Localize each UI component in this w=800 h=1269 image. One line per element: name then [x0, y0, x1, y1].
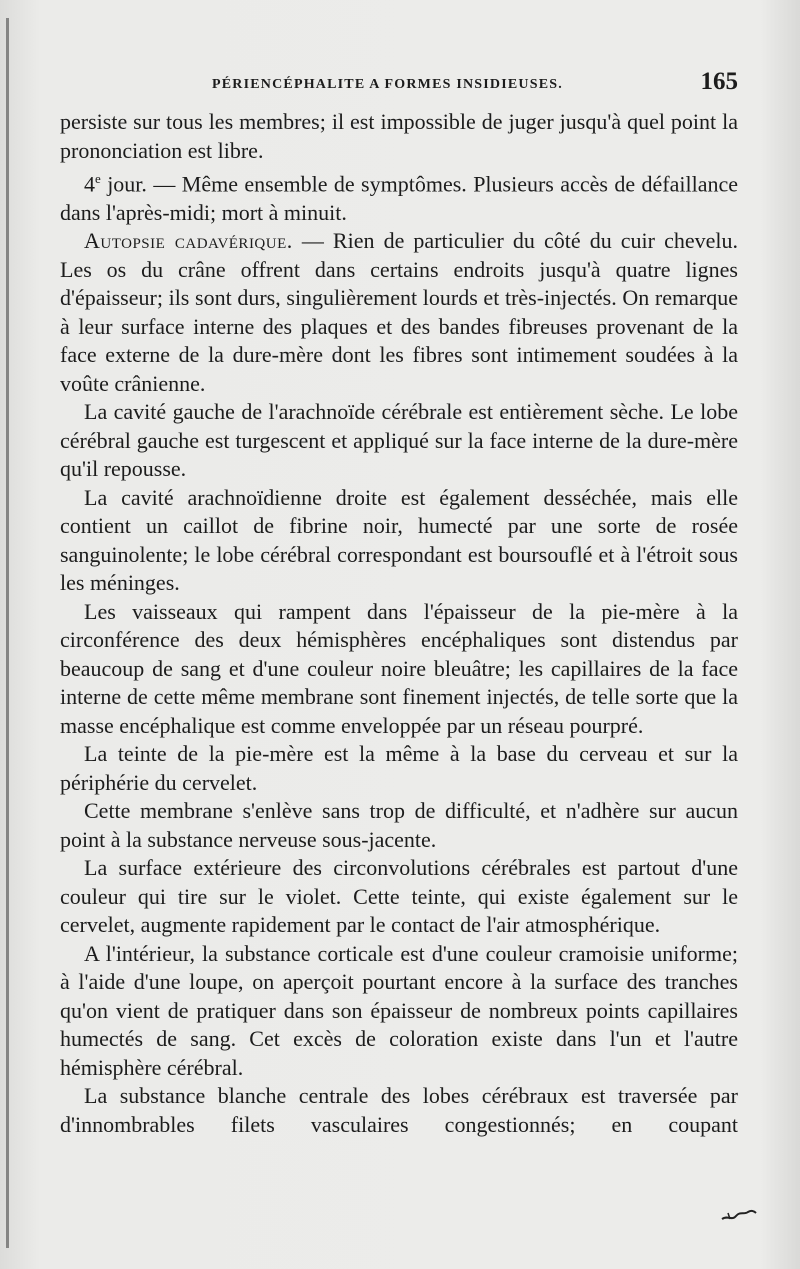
paragraph-1: persiste sur tous les membres; il est impossible de juger jusqu'à quel point la prononciation est libre.	[60, 109, 738, 163]
paragraph-6: Les vaisseaux qui rampent dans l'épaisseur de la pie-mère à la circonférence des deux hémisphères encéphaliques sont distendus par beaucoup de sang et d'une couleur noire bleuâtre; les capillaires de la face interne de cette même membrane sont finement injectés, de telle sorte que la masse encéphalique est comme enveloppée par un réseau pourpré.	[60, 598, 738, 738]
paragraph-4: La cavité gauche de l'arachnoïde cérébrale est entièrement sèche. Le lobe cérébral gauche est turgescent et appliqué sur la face interne de la dure-mère qu'il repousse.	[60, 399, 738, 482]
autopsy-heading: Autopsie cadavérique.	[84, 228, 293, 254]
paragraph-7: La teinte de la pie-mère est la même à la base du cerveau et sur la périphérie du cervelet.	[60, 741, 738, 795]
printer-flourish-icon	[718, 1203, 758, 1225]
body-text	[60, 108, 738, 1139]
paragraph-5: La cavité arachnoïdienne droite est également desséchée, mais elle contient un caillot de fibrine noir, humecté par une sorte de rosée sanguinolente; le lobe cérébral correspondant est boursouflé et à l'étroit sous les méninges.	[60, 484, 738, 596]
paragraph-2: 4e jour. — Même ensemble de symptômes. Plusieurs accès de défaillance dans l'après-midi; mort à minuit.	[60, 171, 738, 225]
paragraph-9: La surface extérieure des circonvolutions cérébrales est partout d'une couleur qui tire sur le violet. Cette teinte, qui existe également sur le cervelet, augmente rapidement par le contact de l'air atmosphérique.	[60, 855, 738, 938]
page-number: 165	[700, 68, 738, 95]
paragraph-10: A l'intérieur, la substance corticale est d'une couleur cramoisie uniforme; à l'aide d'une loupe, on aperçoit pourtant encore à la surface des tranches qu'on vient de pratiquer dans son épaisseur de nombreux points capillaires humectés de sang. Cet excès de coloration existe dans l'un et l'autre hémisphère cérébral.	[60, 940, 738, 1080]
running-head: PÉRIENCÉPHALITE A FORMES INSIDIEUSES.	[212, 77, 563, 92]
paragraph-3: Autopsie cadavérique. — Rien de particulier du côté du cuir chevelu. Les os du crâne offrent dans certains endroits jusqu'à quatre lignes d'épaisseur; ils sont durs, singulièrement lourds et très-injectés. On remarque à leur surface interne des plaques et des bandes fibreuses provenant de la face externe de la dure-mère dont les fibres sont intimement soudées à la voûte crânienne.	[60, 228, 738, 396]
paragraph-11: La substance blanche centrale des lobes cérébraux est traversée par d'innombrables filets vasculaires congestionnés; en coupant	[60, 1083, 738, 1137]
page-header	[60, 68, 740, 104]
page-edge-shadow	[6, 18, 9, 1248]
paragraph-8: Cette membrane s'enlève sans trop de difficulté, et n'adhère sur aucun point à la substance nerveuse sous-jacente.	[60, 798, 738, 852]
